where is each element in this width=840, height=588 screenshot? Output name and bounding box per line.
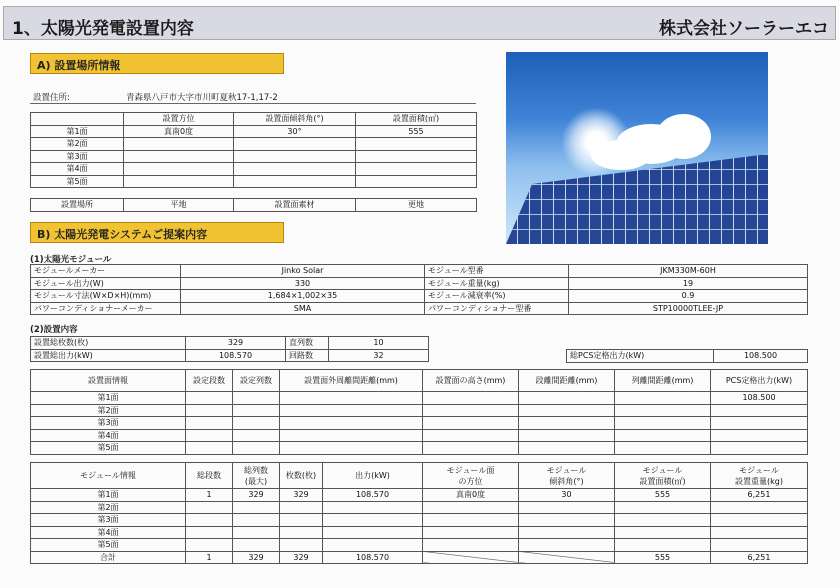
table-cell: 0.9 <box>569 290 808 303</box>
total-row <box>31 551 808 564</box>
place-label: 設置場所 <box>31 199 124 212</box>
table-cell <box>280 539 323 552</box>
table-cell: 設置面外周離間距離(mm) <box>280 370 423 392</box>
table-cell: 真南0度 <box>124 125 234 138</box>
table-cell: 第1面 <box>31 125 124 138</box>
table-row <box>31 175 477 188</box>
table-cell: 設定列数 <box>233 370 280 392</box>
table-cell <box>356 163 477 176</box>
table-cell: 10 <box>329 337 429 350</box>
table-cell <box>356 138 477 151</box>
table-row <box>31 442 808 455</box>
table-cell <box>711 442 808 455</box>
table-cell: 555 <box>615 489 711 502</box>
table-cell: 第5面 <box>31 175 124 188</box>
table-header <box>31 463 808 489</box>
section-a-title: A) 設置場所情報 <box>30 53 284 74</box>
table-cell <box>124 150 234 163</box>
surface-table-body <box>31 370 808 455</box>
table-cell: 1,684×1,002×35 <box>181 290 425 303</box>
table-cell: 第3面 <box>31 150 124 163</box>
table-cell <box>233 526 280 539</box>
table-cell: 329 <box>233 489 280 502</box>
table-cell: モジュール減衰率(%) <box>425 290 569 303</box>
table-cell: 第2面 <box>31 138 124 151</box>
table-cell <box>615 501 711 514</box>
table-cell <box>280 514 323 527</box>
module-table <box>30 264 808 315</box>
table-cell: 出力(kW) <box>323 463 423 489</box>
table-cell: PCS定格出力(kW) <box>711 370 808 392</box>
table-cell <box>423 404 519 417</box>
table-cell <box>186 514 233 527</box>
table-cell: 30° <box>234 125 356 138</box>
table-cell <box>186 404 233 417</box>
table-cell <box>186 442 233 455</box>
table-cell: 329 <box>280 489 323 502</box>
table-cell <box>233 539 280 552</box>
surface-value: 更地 <box>356 199 477 212</box>
table-header <box>31 370 808 392</box>
table-cell <box>615 417 711 430</box>
table-cell <box>423 417 519 430</box>
table-cell: パワーコンディショナー型番 <box>425 302 569 315</box>
table-cell <box>519 404 615 417</box>
pcs-total-table <box>566 349 808 363</box>
module-subtitle: (1)太陽光モジュール <box>30 255 112 265</box>
table-cell <box>233 442 280 455</box>
divider <box>30 103 476 104</box>
install-table-body <box>31 337 429 362</box>
table-cell: STP10000TLEE-JP <box>569 302 808 315</box>
table-row <box>31 337 429 350</box>
table-cell: SMA <box>181 302 425 315</box>
table-cell: 第1面 <box>31 392 186 405</box>
table-cell <box>323 526 423 539</box>
table-row <box>31 417 808 430</box>
install-subtitle: (2)設置内容 <box>30 325 78 335</box>
table-cell <box>423 392 519 405</box>
table-cell <box>234 163 356 176</box>
table-cell <box>711 539 808 552</box>
table-cell <box>280 417 423 430</box>
table-cell: 設置総枚数(枚) <box>31 337 186 350</box>
table-cell: 1 <box>186 551 233 564</box>
table-cell <box>186 392 233 405</box>
company-name: 株式会社ソーラーエコ <box>659 19 829 39</box>
table-row <box>31 404 808 417</box>
table-cell <box>234 138 356 151</box>
cloud-icon <box>591 140 651 170</box>
table-cell: 設置面積(㎡) <box>356 113 477 126</box>
table-cell <box>323 539 423 552</box>
table-cell: 真南0度 <box>423 489 519 502</box>
table-cell <box>31 113 124 126</box>
table-cell: モジュール 傾斜角(°) <box>519 463 615 489</box>
table-cell <box>711 417 808 430</box>
table-cell: 329 <box>186 337 286 350</box>
table-cell <box>280 392 423 405</box>
table-cell <box>519 551 615 564</box>
table-cell: 第2面 <box>31 404 186 417</box>
table-cell: 総段数 <box>186 463 233 489</box>
table-cell: 回路数 <box>286 349 329 362</box>
table-row <box>31 138 477 151</box>
table-cell <box>615 442 711 455</box>
table-cell <box>186 539 233 552</box>
table-cell: モジュール重量(kg) <box>425 277 569 290</box>
table-cell <box>280 501 323 514</box>
table-cell <box>519 442 615 455</box>
table-cell: 19 <box>569 277 808 290</box>
solar-panel-photo <box>506 52 768 244</box>
table-cell: 設置総出力(kW) <box>31 349 186 362</box>
module-info-table-body <box>31 463 808 564</box>
pcs-total-value: 108.500 <box>714 350 808 363</box>
table-cell <box>711 404 808 417</box>
table-cell: 第3面 <box>31 514 186 527</box>
table-cell: 総列数 (最大) <box>233 463 280 489</box>
install-table <box>30 336 429 362</box>
table-cell: 第4面 <box>31 163 124 176</box>
page-title: 1、太陽光発電設置内容 <box>12 19 194 39</box>
table-cell <box>186 526 233 539</box>
table-cell <box>186 417 233 430</box>
table-cell: 段離間距離(mm) <box>519 370 615 392</box>
table-cell <box>124 138 234 151</box>
table-row <box>31 429 808 442</box>
table-cell <box>615 539 711 552</box>
table-cell: 555 <box>356 125 477 138</box>
table-cell: 第5面 <box>31 539 186 552</box>
table-cell <box>323 501 423 514</box>
table-cell: 108.570 <box>323 551 423 564</box>
address-label: 設置住所: <box>33 93 70 103</box>
table-cell <box>186 501 233 514</box>
cloud-icon <box>656 114 711 159</box>
table-row <box>31 163 477 176</box>
table-cell <box>519 539 615 552</box>
table-cell <box>233 501 280 514</box>
table-cell: 合計 <box>31 551 186 564</box>
table-cell <box>234 175 356 188</box>
table-cell: 第4面 <box>31 429 186 442</box>
table-cell: Jinko Solar <box>181 265 425 278</box>
table-row <box>31 290 808 303</box>
table-cell: モジュール 設置面積(㎡) <box>615 463 711 489</box>
table-cell <box>423 514 519 527</box>
table-cell: 330 <box>181 277 425 290</box>
table-cell: 第3面 <box>31 417 186 430</box>
table-cell: モジュール面 の方位 <box>423 463 519 489</box>
table-cell <box>280 442 423 455</box>
surface-label: 設置面素材 <box>234 199 356 212</box>
table-cell: 第1面 <box>31 489 186 502</box>
table-cell <box>186 429 233 442</box>
table-cell: 枚数(枚) <box>280 463 323 489</box>
table-cell: 列離間距離(mm) <box>615 370 711 392</box>
table-cell <box>423 526 519 539</box>
table-cell <box>423 442 519 455</box>
table-cell <box>519 526 615 539</box>
table-row <box>31 392 808 405</box>
table-cell <box>233 417 280 430</box>
table-row <box>31 526 808 539</box>
table-cell: 第5面 <box>31 442 186 455</box>
site-table-body <box>31 113 477 188</box>
table-cell: モジュール情報 <box>31 463 186 489</box>
site-info-table <box>30 198 477 212</box>
table-cell: モジュール出力(W) <box>31 277 181 290</box>
table-cell <box>519 514 615 527</box>
site-table <box>30 112 477 188</box>
place-value: 平地 <box>124 199 234 212</box>
table-cell <box>711 429 808 442</box>
table-cell <box>280 526 323 539</box>
table-cell: モジュール 設置重量(kg) <box>711 463 808 489</box>
table-cell <box>519 392 615 405</box>
table-cell <box>233 514 280 527</box>
table-cell: 108.570 <box>186 349 286 362</box>
table-row <box>31 501 808 514</box>
surface-table <box>30 369 808 455</box>
table-cell <box>356 150 477 163</box>
table-cell <box>124 163 234 176</box>
table-cell <box>233 392 280 405</box>
section-b-title: B) 太陽光発電システムご提案内容 <box>30 222 284 243</box>
table-row <box>31 489 808 502</box>
table-cell: 1 <box>186 489 233 502</box>
table-row <box>31 150 477 163</box>
table-cell <box>519 417 615 430</box>
table-cell <box>423 539 519 552</box>
table-cell <box>233 404 280 417</box>
table-cell <box>356 175 477 188</box>
table-cell: モジュール寸法(W×D×H)(mm) <box>31 290 181 303</box>
table-cell <box>615 526 711 539</box>
table-cell: 設定段数 <box>186 370 233 392</box>
address-value: 青森県八戸市大字市川町夏秋17-1,17-2 <box>126 93 278 103</box>
table-cell: パワーコンディショナーメーカー <box>31 302 181 315</box>
table-row <box>31 302 808 315</box>
table-cell: JKM330M-60H <box>569 265 808 278</box>
table-cell <box>233 429 280 442</box>
table-cell: 329 <box>233 551 280 564</box>
table-cell <box>423 429 519 442</box>
table-cell: 32 <box>329 349 429 362</box>
table-cell <box>280 429 423 442</box>
table-cell <box>323 514 423 527</box>
table-row <box>31 125 477 138</box>
table-cell: 329 <box>280 551 323 564</box>
table-cell: 設置面傾斜角(°) <box>234 113 356 126</box>
table-cell <box>124 175 234 188</box>
page-header <box>3 6 836 40</box>
pcs-total-label: 総PCS定格出力(kW) <box>567 350 714 363</box>
table-cell: 30 <box>519 489 615 502</box>
table-cell: 第4面 <box>31 526 186 539</box>
table-cell: 第2面 <box>31 501 186 514</box>
table-row <box>31 514 808 527</box>
table-cell: 6,251 <box>711 489 808 502</box>
table-row <box>31 265 808 278</box>
table-cell: 設置面情報 <box>31 370 186 392</box>
table-cell <box>423 551 519 564</box>
table-cell <box>615 514 711 527</box>
table-cell: 設置方位 <box>124 113 234 126</box>
table-cell <box>519 501 615 514</box>
module-table-body <box>31 265 808 315</box>
table-cell <box>711 526 808 539</box>
table-cell <box>615 404 711 417</box>
table-cell <box>423 501 519 514</box>
table-cell <box>615 429 711 442</box>
table-cell <box>615 392 711 405</box>
table-cell: モジュール型番 <box>425 265 569 278</box>
module-info-table <box>30 462 808 564</box>
table-row <box>31 349 429 362</box>
table-cell <box>280 404 423 417</box>
table-cell <box>519 429 615 442</box>
table-row <box>31 277 808 290</box>
table-cell: 108.500 <box>711 392 808 405</box>
table-cell: 設置面の高さ(mm) <box>423 370 519 392</box>
table-cell: 6,251 <box>711 551 808 564</box>
table-cell: モジュールメーカー <box>31 265 181 278</box>
table-cell: 直列数 <box>286 337 329 350</box>
table-header <box>31 113 477 126</box>
table-cell: 555 <box>615 551 711 564</box>
table-cell: 108.570 <box>323 489 423 502</box>
table-cell <box>711 514 808 527</box>
table-row <box>31 539 808 552</box>
table-cell <box>711 501 808 514</box>
table-cell <box>234 150 356 163</box>
